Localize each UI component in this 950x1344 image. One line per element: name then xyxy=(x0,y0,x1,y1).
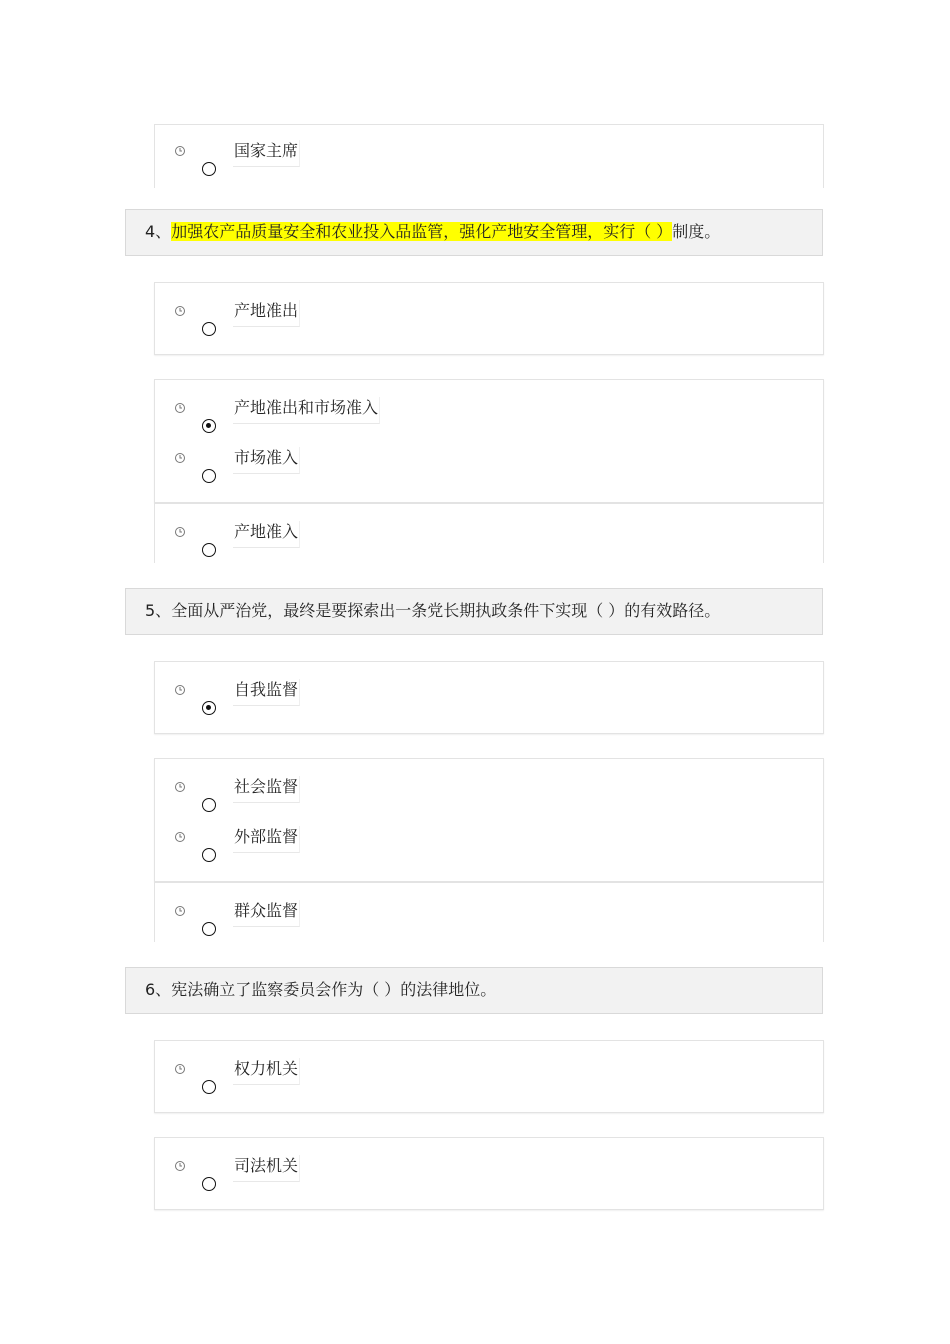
question-text xyxy=(145,980,496,1000)
question-body: 宪法确立了监察委员会作为（ ）的法律地位。 xyxy=(171,980,497,999)
option-row[interactable] xyxy=(155,301,823,341)
question-body: 全面从严治党，最终是要探索出一条党长期执政条件下实现（ ）的有效路径。 xyxy=(171,601,721,620)
option-radio[interactable] xyxy=(202,848,216,862)
option-card xyxy=(154,503,824,563)
option-radio[interactable] xyxy=(202,162,216,176)
option-row[interactable] xyxy=(155,1059,823,1099)
option-radio[interactable] xyxy=(202,798,216,812)
option-label: 自我监督 xyxy=(233,679,300,706)
broken-image-icon xyxy=(174,526,186,538)
question-number: 4、 xyxy=(145,222,172,241)
broken-image-icon xyxy=(174,1160,186,1172)
option-row[interactable] xyxy=(155,777,823,817)
option-label: 产地准出 xyxy=(233,300,300,327)
option-radio-selected[interactable] xyxy=(202,701,216,715)
option-card xyxy=(154,758,824,882)
broken-image-icon xyxy=(174,781,186,793)
option-card xyxy=(154,1137,824,1210)
broken-image-icon xyxy=(174,145,186,157)
option-row[interactable] xyxy=(155,680,823,720)
question-header xyxy=(125,209,823,256)
option-card xyxy=(154,661,824,734)
option-row[interactable] xyxy=(155,827,823,867)
option-label: 司法机关 xyxy=(233,1155,300,1182)
option-radio[interactable] xyxy=(202,1080,216,1094)
option-label: 权力机关 xyxy=(233,1058,300,1085)
question-highlight: 加强农产品质量安全和农业投入品监管，强化产地安全管理，实行（ ） xyxy=(171,222,673,241)
option-label: 群众监督 xyxy=(233,900,300,927)
option-row[interactable] xyxy=(155,141,823,181)
option-label: 市场准入 xyxy=(233,447,300,474)
option-radio-selected[interactable] xyxy=(202,419,216,433)
option-row[interactable] xyxy=(155,448,823,488)
option-row[interactable] xyxy=(155,398,823,438)
option-label: 国家主席 xyxy=(233,140,300,167)
broken-image-icon xyxy=(174,305,186,317)
question-text xyxy=(145,601,720,621)
broken-image-icon xyxy=(174,684,186,696)
question-tail: 制度。 xyxy=(672,222,721,241)
option-card xyxy=(154,124,824,188)
option-label: 产地准入 xyxy=(233,521,300,548)
broken-image-icon xyxy=(174,402,186,414)
option-radio[interactable] xyxy=(202,1177,216,1191)
question-header xyxy=(125,967,823,1014)
option-label: 社会监督 xyxy=(233,776,300,803)
option-card xyxy=(154,882,824,942)
option-radio[interactable] xyxy=(202,469,216,483)
broken-image-icon xyxy=(174,1063,186,1075)
option-label: 外部监督 xyxy=(233,826,300,853)
option-label: 产地准出和市场准入 xyxy=(233,397,380,424)
question-number: 5、 xyxy=(145,601,172,620)
option-row[interactable] xyxy=(155,1156,823,1196)
option-row[interactable] xyxy=(155,522,823,562)
question-header xyxy=(125,588,823,635)
broken-image-icon xyxy=(174,452,186,464)
option-row[interactable] xyxy=(155,901,823,941)
option-radio[interactable] xyxy=(202,543,216,557)
option-card xyxy=(154,1040,824,1113)
question-number: 6、 xyxy=(145,980,172,999)
option-radio[interactable] xyxy=(202,922,216,936)
broken-image-icon xyxy=(174,905,186,917)
option-radio[interactable] xyxy=(202,322,216,336)
option-card xyxy=(154,379,824,503)
option-card xyxy=(154,282,824,355)
broken-image-icon xyxy=(174,831,186,843)
question-text xyxy=(145,222,720,242)
